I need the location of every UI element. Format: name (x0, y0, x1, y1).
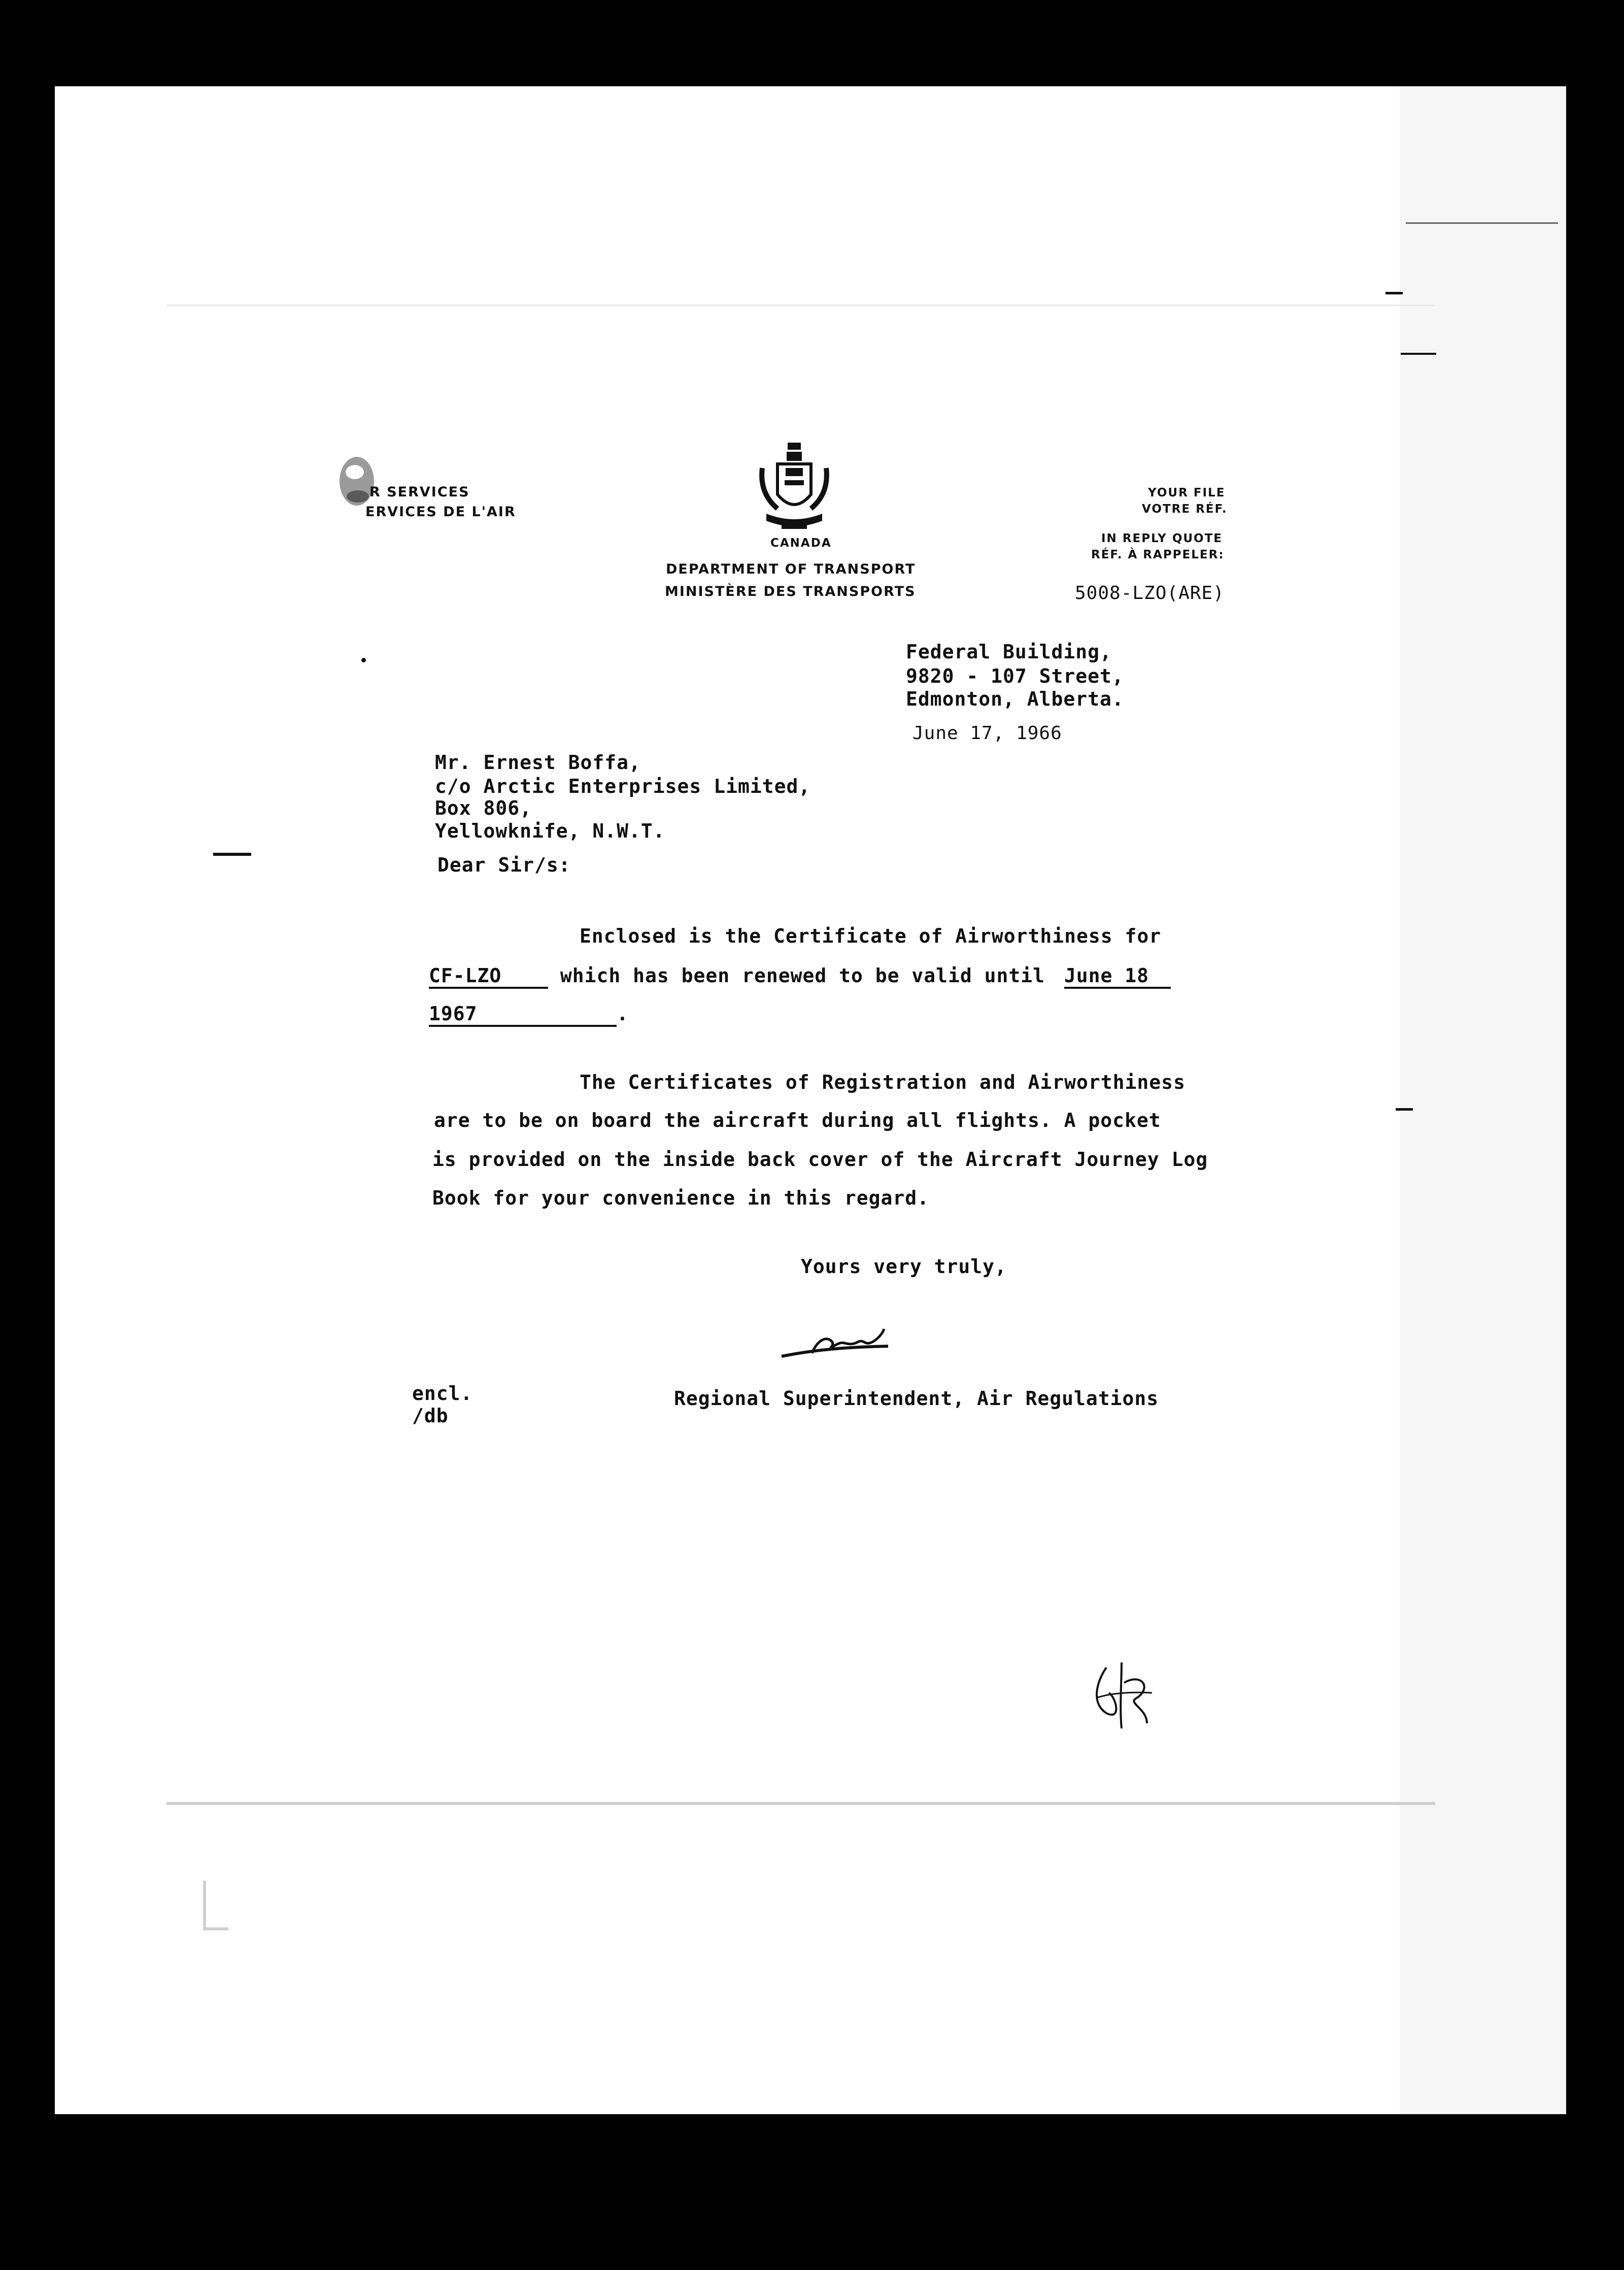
recipient-line4: Yellowknife, N.W.T. (435, 820, 665, 842)
body-p1-line2 (429, 964, 1171, 989)
letter-top-edge (166, 305, 1435, 306)
letter-date: June 17, 1966 (912, 723, 1062, 744)
margin-arrow (1401, 353, 1436, 355)
aircraft-registration: CF-LZO (429, 964, 548, 989)
body-p1-line3 (429, 1003, 629, 1027)
valid-until-date: June 18 (1064, 964, 1171, 989)
reply-quote-label-fr: RÉF. À RAPPELER: (1091, 548, 1225, 561)
letter-bottom-edge (166, 1802, 1435, 1805)
body-p1-end: . (617, 1003, 629, 1025)
recipient-line2: c/o Arctic Enterprises Limited, (435, 775, 811, 797)
closing: Yours very truly, (801, 1255, 1007, 1278)
margin-dash (213, 853, 251, 856)
typist-initials: /db (412, 1405, 449, 1427)
body-p1-line2-text: which has been renewed to be valid until (560, 964, 1045, 987)
recipient-line1: Mr. Ernest Boffa, (435, 751, 641, 774)
reply-quote-label-en: IN REPLY QUOTE (1101, 532, 1223, 545)
salutation: Dear Sir/s: (437, 854, 571, 876)
body-p1-line1: Enclosed is the Certificate of Airworthiness for (580, 925, 1162, 947)
sender-address-line3: Edmonton, Alberta. (906, 688, 1124, 710)
valid-until-year: 1967 (429, 1003, 617, 1027)
sender-address-line1: Federal Building, (906, 641, 1112, 663)
enclosure-note: encl. (412, 1382, 473, 1405)
faint-l-mark-icon (200, 1878, 231, 1934)
body-p2-line3: is provided on the inside back cover of the Aircraft Journey Log (432, 1148, 1208, 1171)
scan-dash-line (1406, 222, 1558, 224)
handwritten-initials-icon (1086, 1652, 1162, 1739)
page-edge-strip (1400, 86, 1566, 2114)
coat-of-arms-icon (756, 438, 832, 534)
service-name-fr: ERVICES DE L'AIR (365, 504, 516, 520)
sender-address-line2: 9820 - 107 Street, (906, 665, 1124, 687)
service-name-en: R SERVICES (369, 484, 470, 500)
body-p2-line2: are to be on board the aircraft during all flights. A pocket (434, 1109, 1161, 1131)
stray-dot (361, 658, 366, 662)
recipient-line3: Box 806, (435, 797, 532, 819)
margin-tick (1385, 292, 1403, 294)
body-p2-line1: The Certificates of Registration and Airworthiness (580, 1071, 1186, 1093)
document-sheet (55, 86, 1566, 2114)
signature-scribble-icon (776, 1325, 903, 1365)
margin-tick-2 (1396, 1108, 1413, 1111)
signature-title: Regional Superintendent, Air Regulations (674, 1387, 1159, 1410)
country-label: CANADA (770, 537, 832, 550)
file-reference-number: 5008-LZO(ARE) (1075, 583, 1225, 604)
air-services-logo-icon (332, 452, 378, 513)
your-file-label-fr: VOTRE RÉF. (1142, 503, 1228, 516)
department-fr: MINISTÈRE DES TRANSPORTS (665, 584, 916, 599)
body-p2-line4: Book for your convenience in this regard. (432, 1187, 929, 1209)
your-file-label-en: YOUR FILE (1148, 486, 1226, 499)
department-en: DEPARTMENT OF TRANSPORT (666, 561, 916, 577)
